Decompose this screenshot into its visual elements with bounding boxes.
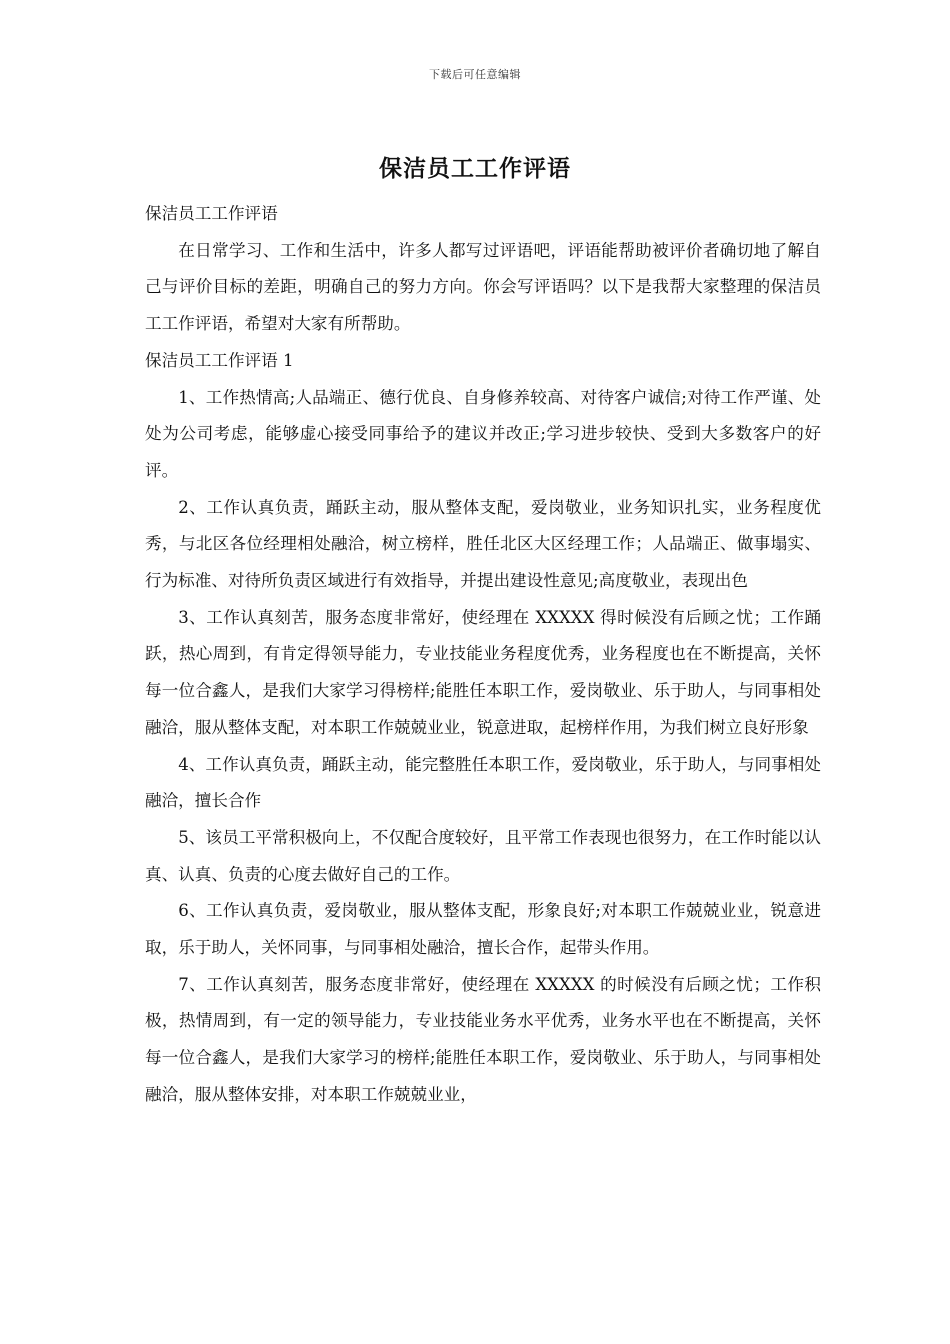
comment-paragraph-4: 4、工作认真负责，踊跃主动，能完整胜任本职工作，爱岗敬业，乐于助人，与同事相处融洽，擅长合作 bbox=[145, 754, 821, 811]
comment-paragraph-5: 5、该员工平常积极向上，不仅配合度较好，且平常工作表现也很努力，在工作时能以认真、认真、负责的心度去做好自己的工作。 bbox=[145, 827, 821, 884]
document-body bbox=[145, 196, 821, 1114]
section-heading: 保洁员工工作评语 1 bbox=[145, 350, 294, 370]
comment-paragraph-7: 7、工作认真刻苦，服务态度非常好，使经理在 XXXXX 的时候没有后顾之忧；工作积极，热情周到，有一定的领导能力，专业技能业务水平优秀，业务水平也在不断提高，关怀每一位合鑫人，是我们大家学习的榜样;能胜任本职工作，爱岗敬业、乐于助人，与同事相处融洽，服从整体安排，对本职工作兢兢业业， bbox=[145, 974, 821, 1104]
comment-paragraph-2: 2、工作认真负责，踊跃主动，服从整体支配，爱岗敬业，业务知识扎实，业务程度优秀，与北区各位经理相处融洽，树立榜样，胜任北区大区经理工作；人品端正、做事塌实、行为标准、对待所负责区域进行有效指导，并提出建设性意见;高度敬业，表现出色 bbox=[145, 497, 821, 591]
header-note: 下载后可任意编辑 bbox=[429, 68, 521, 81]
intro-paragraph: 在日常学习、工作和生活中，许多人都写过评语吧，评语能帮助被评价者确切地了解自己与评价目标的差距，明确自己的努力方向。你会写评语吗？以下是我帮大家整理的保洁员工工作评语，希望对大家有所帮助。 bbox=[145, 240, 821, 334]
comment-paragraph-1: 1、工作热情高;人品端正、德行优良、自身修养较高、对待客户诚信;对待工作严谨、处处为公司考虑，能够虚心接受同事给予的建议并改正;学习进步较快、受到大多数客户的好评。 bbox=[145, 387, 821, 480]
comment-paragraph-3: 3、工作认真刻苦，服务态度非常好，使经理在 XXXXX 得时候没有后顾之忧；工作踊跃，热心周到，有肯定得领导能力，专业技能业务程度优秀，业务程度也在不断提高，关怀每一位合鑫人，是我们大家学习得榜样;能胜任本职工作，爱岗敬业、乐于助人，与同事相处融洽，服从整体支配，对本职工作兢兢业业，锐意进取，起榜样作用，为我们树立良好形象 bbox=[145, 607, 821, 737]
document-title: 保洁员工工作评语 bbox=[379, 155, 571, 182]
subtitle-paragraph: 保洁员工工作评语 bbox=[145, 204, 278, 223]
comment-paragraph-6: 6、工作认真负责，爱岗敬业，服从整体支配，形象良好;对本职工作兢兢业业，锐意进取，乐于助人，关怀同事，与同事相处融洽，擅长合作，起带头作用。 bbox=[145, 901, 821, 958]
